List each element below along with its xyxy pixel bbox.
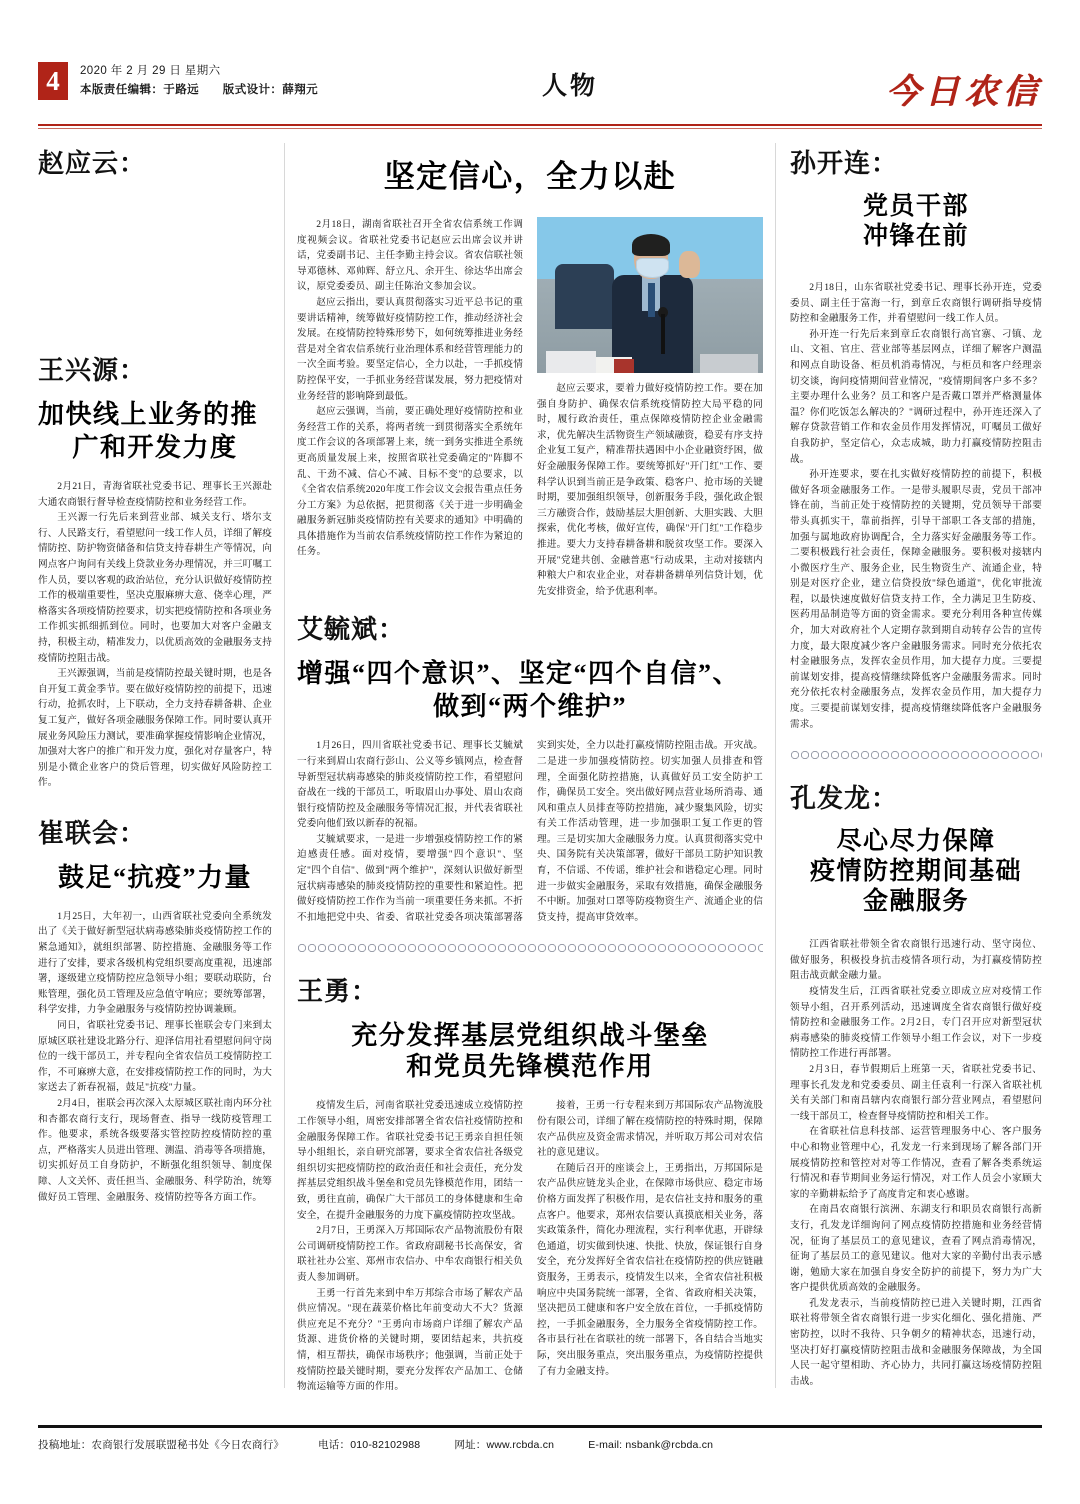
byline-kong-fa-long: 孔发龙： — [790, 783, 899, 814]
header-rule — [38, 124, 1042, 126]
paragraph: 2月7日，王勇深入万邦国际农产品物流股份有限公司调研疫情防控工作。省政府副秘书长高保安，省联社社办公室、郑州市农信办、中牟农商银行相关负责人参加调研。 — [297, 1225, 523, 1283]
paragraph: 在南昌农商银行滨洲、东湖支行和职员农商银行高新支行，孔发龙详细询问了网点疫情防控措施和业务经营情况，征询了基层员工的意见建议，查看了网点消毒情况，征询了基层员工的意见建议。他对大家的辛勤付出表示感谢，勉励大家在加强自身安全防护的前提下，努力为广大客户提供优质高效的金融服务。 — [790, 1204, 1042, 1294]
decorative-divider-right — [790, 748, 1042, 762]
byline-ai-yu-bin: 艾毓斌： — [297, 614, 406, 645]
headline-kong-fa-long-line2: 疫情防控期间基础 — [809, 858, 1022, 886]
footer-email[interactable]: E-mail: nsbank@rcbda.cn — [588, 1438, 714, 1451]
headline-wang-yong-line2: 和党员先锋模范作用 — [406, 1052, 654, 1082]
paragraph: 孙开连要求，要在扎实做好疫情防控的前提下，积极做好各项金融服务工作。一是带头履职尽责，党员干部冲锋在前，当前正处于疫情防控的关键期，党员领导干部要带头真抓实干，靠前指挥，引导干部职工各支部的措施，加强与属地政府协调配合，全力落实好金融服务等工作。二要积极践行社会责任，保障金融服务。要积极对接辖内小微医疗生产、服务企业，民生物资生产、流通企业，特别是对医疗企业，建立信贷投放"绿色通道"，优化审批流程，以最快速度做好信贷支持工作，全力满足卫生防疫、医药用品制造等方面的资金需求。要充分利用各种宣传媒介，加大对政府社个人定期存款到期自动转存公告的宣传力度，最大限度减少客户金融服务需求。同时充分依托农村金融服务点，发挥农金员作用，加大提存力度。三要提前谋划安排，提高疫情继续降低客户金融服务需求。同时充分依托农村金融服务点，发挥农金员作用，加大提存力度。三要提前谋划安排，提高疫情继续降低客户金融服务需求。 — [790, 469, 1042, 730]
issue-info — [80, 62, 318, 100]
headline-wang-xing-yuan-line2: 广和开发力度 — [72, 433, 238, 462]
paragraph: 赵应云要求，要着力做好疫情防控工作。要在加强自身防护、确保农信系统疫情防控大局平稳的同时，履行政治责任，重点保障疫情防控企业金融需求，优先解决生活物资生产领域融资，稳妥有序支持企业复工复产，精准帮扶遇困中小企业融资纾困，做好金融服务保障工作。要统筹抓好"开门红"工作、要科学认识到当前正是争政策、稳客户、抢市场的关键时期，要加强组织领导，创新服务手段，强化政企银三方融资合作，鼓励基层大胆创新、大胆实践、大胆探索，优化考核，做好宣传，确保"开门红"工作稳步推进。要大力支持春耕备耕和脱贫攻坚工作。要深入开展"党建共创、金融普惠"行动成果，主动对接辖内种粮大户和农业企业，对春耕备耕单列信贷计划，优先安排资金，给予优惠利率。 — [537, 383, 763, 597]
page-footer — [38, 1425, 1042, 1452]
paragraph: 疫情发生后，江西省联社党委立即成立应对疫情工作领导小组，召开系列活动，迅速调度全省农商银行做好疫情防控和金融服务工作。2月2日，专门召开应对新型冠状病毒感染的肺炎疫情工作领导小组工作会议，对下一步疫情防控工作进行再部署。 — [790, 986, 1042, 1060]
paragraph: 在随后召开的座谈会上，王勇指出，万邦国际是农产品供应链龙头企业，在保障市场供应、稳定市场价格方面发挥了积极作用，是农信社支持和服务的重点客户。他要求，郑州农信要认真摸底相关业务，落实政策条件，简化办理流程，实行利率优惠，开辟绿色通道，切实做到快速、快批、快放，保证银行自身安全，充分发挥好全省农信社在疫情防控的供应链融资服务，王勇表示，疫情发生以来，全省农信社积极响应中央国务院统一部署，全省、省政府相关决策，坚决把员工健康和客户安全放在首位，一手抓疫情防控，一手抓金融服务，全力服务全省疫情防控工作。各市县行社在省联社的统一部署下，各自结合当地实际，突出服务重点，突出服务重点，为疫情防控提供了有力金融支持。 — [537, 1162, 763, 1377]
photo-desk-right — [700, 354, 759, 373]
body-ai-yu-bin — [297, 738, 763, 925]
article-wang-xing-yuan — [38, 350, 272, 791]
headline-wang-xing-yuan-line1: 加快线上业务的推 — [38, 400, 259, 429]
headline-sun-kai-lian-line1: 党员干部 — [862, 193, 969, 220]
headline-cui-lian-hui: 鼓足“抗疫”力量 — [57, 862, 252, 892]
column-left — [38, 143, 284, 1388]
paragraph: 艾毓斌要求，一是进一步增强疫情防控工作的紧迫感责任感。面对疫情，要增强"四个意识"、坚定"四个自信"、做到"两个维护"，深刻认识做好新型冠状病毒感染的肺炎疫情防控的重要性和紧迫性。把做好疫情防控工作作为当前一项重要任务来抓。不折不扣地把党中央、省委、省联社党委各项决策部署落实到实处，全力以赴打赢疫情防控阻击战。开灾战。二是进一步加强疫情防控。切实加强人员排查和管理，全面强化防控措施，认真做好员工安全防护工作，确保员工安全。突出做好网点营业场所消毒、通风和重点人员排查等防控措施，减少聚集风险，切实有关工作活动管理，进一步加强职工复工作更的管理。三是切实加大金融服务力度。认真贯彻落实党中央、国务院有关决策部署，做好干部员工防护知识教育，不信谣、不传谣，维护社会和谐稳定心理。同时进一步做实金融服务，采取有效措施，确保金融服务不中断。加强对口罩等防疫物资生产、流通企业的信贷支持，提高审贷效率。 — [297, 740, 763, 923]
page-number-badge: 4 — [38, 62, 68, 100]
article-ai-yu-bin — [297, 609, 763, 925]
meeting-photo — [537, 217, 763, 373]
issue-credits: 本版责任编辑：于路远 版式设计：薛翔元 — [80, 84, 318, 96]
masthead-logo: 今日农信 — [886, 74, 1042, 111]
article-zhao-ying-yun — [38, 143, 272, 180]
footer-contacts — [38, 1428, 1042, 1452]
article-kong-fa-long — [790, 778, 1042, 1389]
paragraph: 江西省联社带领全省农商银行迅速行动、坚守岗位、做好服务，积极投身抗击疫情各项行动，为打赢疫情防控阻击战贡献金融力量。 — [790, 939, 1042, 982]
headline-kong-fa-long-line1: 尽心尽力保障 — [836, 828, 996, 856]
footer-phone: 电话：010-82102988 — [318, 1439, 421, 1451]
byline-wang-xing-yuan: 王兴源： — [38, 355, 147, 385]
headline-wang-yong-line1: 充分发挥基层党组织战斗堡垒 — [351, 1021, 709, 1051]
paragraph: 在省联社信息科技部、运营管理服务中心、客户服务中心和物业管理中心，孔发龙一行来到现场了解各部门开展疫情防控和管控对对等工作情况，查看了解各类系统运行情况和春节期间业务运行情况，对工作人员会小家顾大家的辛勤耕耘给予了高度肯定和衷心感谢。 — [790, 1126, 1042, 1200]
photo-person-hair — [632, 234, 670, 256]
body-kong-fa-long — [790, 937, 1042, 1389]
paragraph: 2月18日，湖南省联社召开全省农信系统工作调度视频会议。省联社党委书记赵应云出席会议并讲话，党委副书记、主任李勤主持会议。省农信联社领导邓德林、邓帅辉、舒立凡、余开生、徐达华出席会议，原党委委员、副主任陈治文参加会议。 — [297, 219, 523, 293]
body-cui-lian-hui — [38, 909, 272, 1205]
article-wang-yong — [297, 971, 763, 1394]
byline-zhao: 赵应云： — [38, 148, 147, 178]
masthead — [38, 0, 1042, 118]
body-wang-xing-yuan — [38, 479, 272, 791]
photo-person-hand — [679, 251, 699, 278]
paragraph: 赵应云指出，要认真贯彻落实习近平总书记的重要讲话精神，统筹做好疫情防控工作，推动经济社会发展。在疫情防控特殊形势下，如何统筹推进业务经营是对全省农信系统行业治理体系和经营管理能力的一次全面考验。要坚定信心，全力以赴，一手抓疫情防控保平安，一手抓业务经营谋发展，努力把疫情对业务经营的影响降到最低。 — [297, 296, 523, 402]
footer-submit-address: 投稿地址：农商银行发展联盟秘书处《今日农商行》 — [38, 1439, 285, 1451]
paragraph: 孙开连一行先后来到章丘农商银行高官寨、刁镇、龙山、文祖、官庄、营业部等基层网点，详细了解客户测温和网点自助设备、柜员机消毒情况，与柜员和客户经理亲切交谈，询问疫情期间营业情况，"疫情期间客户多不多？主要办理什么业务？员工和客户是否戴口罩并严格测量体温？你们吃饭怎么解决的？"调研过程中，孙开连还深入了解存贷款营销工作和农金员作用发挥情况，叮嘱员工做好自我防护，坚定信心，众志成城，助力打赢疫情防控阻击战。 — [790, 328, 1042, 465]
photo-red-folder — [614, 359, 634, 373]
column-middle — [284, 143, 776, 1393]
paragraph: 王兴源一行先后来到营业部、城关支行、塔尔支行、人民路支行，看望慰问一线工作人员，详细了解疫情防控、防护物资储备和信贷支持春耕生产等情况，向网点客户询问有关线上贷款业务办理情况，并三叮嘱工作人员，要以客观的政治站位，充分认识做好疫情防控工作的极端重要性，坚决克服麻痹大意、侥幸心理，严格落实各项疫情防控要求，切实把疫情防控和各项业务工作抓实抓细抓到位。同时，也要加大对客户金融支持，积极主动，精准发力，以优质高效的金融服务支持疫情防控阻击战。 — [38, 512, 272, 664]
footer-website[interactable]: 网址：www.rcbda.cn — [454, 1439, 555, 1451]
photo-desk-left — [546, 351, 596, 373]
byline-cui-lian-hui: 崔联会： — [38, 817, 147, 848]
byline-sun-kai-lian: 孙开连： — [790, 148, 899, 178]
column-right — [776, 143, 1042, 1388]
byline-wang-yong: 王勇： — [297, 976, 379, 1007]
headline-ai-yu-bin-line2: 做到“两个维护” — [432, 692, 627, 722]
decorative-divider-middle — [297, 941, 763, 955]
paragraph: 1月26日，四川省联社党委书记、理事长艾毓斌一行来到眉山农商行彭山、公义等乡镇网点，检查督导新型冠状病毒感染的肺炎疫情防控工作，看望慰问奋战在一线的干部员工，听取眉山办事处、眉山农商银行疫情防控及金融服务等情况汇报，并代表省联社党委向他们致以新春的祝福。 — [297, 740, 523, 830]
headline-zhao-ying-yun: 坚定信心，全力以赴 — [383, 159, 677, 194]
paragraph: 2月3日，春节假期后上班第一天，省联社党委书记、理事长孔发龙和党委委员、副主任袁利一行深入省联社机关有关部门和南昌辖内农商银行部分营业网点，看望慰问一线干部员工，检查督导疫情防控和相关工作。 — [790, 1063, 1042, 1122]
content-grid — [38, 143, 1042, 1393]
paragraph: 2月4日，崔联会再次深入太原城区联社南内环分社和杏都农商行支行，现场督查、指导一线防疫管理工作。他要求，系统各级要落实管控防控疫情防控的重点，严格落实人员进出管理、测温、消毒等各项措施，切实抓好员工自身防护，不断强化组织领导、制度保障、人文关怀、责任担当、金融服务、科学防治，统筹做好员工管理、金融服务、疫情防控等各方面工作。 — [38, 1098, 272, 1203]
paragraph: 孔发龙表示，当前疫情防控已进入关键时期，江西省联社将带领全省农商银行进一步实化细化、强化措施、严密防控，以时不我待、只争朝夕的精神状态，迅速行动，坚决打好打赢疫情防控阻击战和金融服务保障战，为全国人民一起守望相助、齐心协力，共同打赢这场疫情防控阻击战。 — [790, 1297, 1042, 1387]
article-cui-lian-hui — [38, 813, 272, 1205]
body-wang-yong — [297, 1098, 763, 1394]
headline-kong-fa-long-line3: 金融服务 — [862, 888, 969, 916]
headline-sun-kai-lian-line2: 冲锋在前 — [862, 223, 969, 250]
paragraph: 赵应云强调，当前，要正确处理好疫情防控和业务经营工作的关系，将两者统一到贯彻落实全系统年度工作会议的各项部署上来，统一到务实推进全系统更高质量发展上来，按照省联社党委确定的"阵脚不乱、干劲不减、信心不减、目标不变"的总要求，以《全省农信系统2020年度工作会议文会报告重点任务分工方案》为总依据，把贯彻落《关于进一步明确金融服务新冠肺炎疫情防控有关要求的通知》中明确的具体措施作为当前农信系统疫情防控工作作为紧迫的任务。 — [297, 406, 523, 558]
photo-chair — [555, 264, 614, 330]
issue-date: 2020 年 2 月 29 日 星期六 — [80, 65, 221, 77]
paragraph: 同日，省联社党委书记、理事长崔联会专门来到太原城区联社建设北路分行、迎泽信用社看望慰问问守岗位的一线干部员工，并专程向全省农信员工疫情防控工作，不可麻痹大意，在安排疫情防控工作的同时，为大家送去了新春祝福，鼓足"抗疫"力量。 — [38, 1020, 272, 1094]
paragraph: 1月25日，大年初一，山西省联社党委向全系统发出了《关于做好新型冠状病毒感染肺炎疫情防控工作的紧急通知》，就组织部署、防控措施、金融服务等工作进行了安排，要求各级机构党组织要高度重视，迅速部署，逐级建立疫情防控应急领导小组；要联动联防，台账管理，强化员工管理及应急值守响应；要统筹部署，科学安排，力争金融服务与疫情防控协调兼顾。 — [38, 910, 272, 1016]
headline-ai-yu-bin-line1: 增强“四个意识”、坚定“四个自信”、 — [297, 659, 741, 689]
paragraph: 2月21日，青海省联社党委书记、理事长王兴源赴大通农商银行督导检查疫情防控和业务经营工作。 — [38, 481, 272, 508]
body-sun-kai-lian — [790, 280, 1042, 732]
paragraph: 王勇一行首先来到中牟万邦综合市场了解农产品供应情况。"现在蔬菜价格比年前变动大不大？货源供应充足不充分？"王勇向市场商户详细了解农产品货源、进货价格的关键时期，要团结起来，共抗疫情，相互帮扶，确保市场秩序；他强调，当前正处于疫情防控最关键时期，要充分发挥农产品加工、仓储物流运输等方面的作用。 — [297, 1287, 523, 1393]
header-rule-secondary — [38, 128, 1042, 129]
paragraph: 接着，王勇一行专程来到万邦国际农产品物流股份有限公司，详细了解在疫情防控的特殊时期，保障农产品供应及资金需求情况，并听取万邦公司对农信社的意见建议。 — [537, 1100, 763, 1159]
body-zhao-ying-yun — [297, 217, 763, 599]
paragraph: 疫情发生后，河南省联社党委迅速成立疫情防控工作领导小组，周密安排部署全省农信社疫情防控和金融服务保障工作。省联社党委书记王勇亲自担任领导小组组长，亲自研究部署，要求全省农信社各级党组织切实把疫情防控的政治责任和社会责任，充分发挥基层党组织战斗堡垒和党员先锋模范作用，团结一致，勇往直前，确保广大干部员工的身体健康和生命安全，在提升金融服务的力度下赢疫情防控攻坚战。 — [297, 1100, 523, 1221]
photo-microphone-stand — [661, 314, 665, 355]
article-sun-kai-lian — [790, 143, 1042, 732]
photo-person-tie — [648, 283, 655, 317]
paragraph: 2月18日，山东省联社党委书记、理事长孙开连，党委委员、副主任于富海一行，到章丘农商银行调研指导疫情防控和金融服务工作，并看望慰问一线工作人员。 — [790, 282, 1042, 325]
paragraph: 王兴源强调，当前是疫情防控最关键时期，也是各自开复工黄金季节。要在做好疫情防控的前提下，迅速行动，抢抓农时，上下联动，全力支持春耕备耕、企业复工复产，做好各项金融服务保障工作。同时要认真开展业务风险压力测试，要准确掌握疫情影响企业情况，加强对大客户的推广和开发力度，强化对存量客户，特别是小微企业客户的贷后管理，切实做好风险防控工作。 — [38, 668, 272, 789]
page-title: 人物 — [541, 72, 598, 100]
